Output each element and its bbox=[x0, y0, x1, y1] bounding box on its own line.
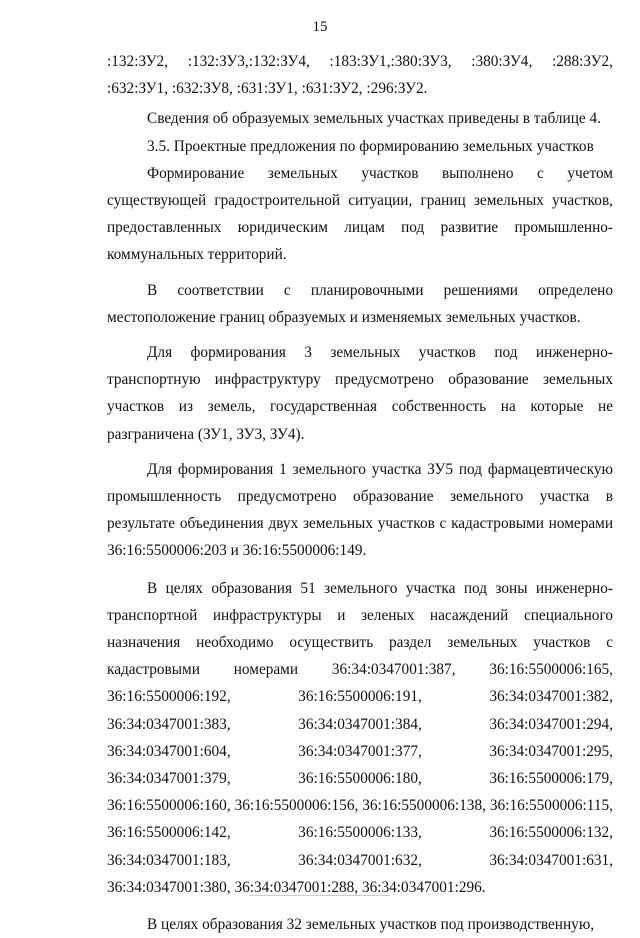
paragraph-plot-division: В целях образования 51 земельного участка под зоны инженерно-транспортной инфраструктуры и зеленых насаждений специального назначения необходимо осуществить раздел земельных участков с кадастровыми номерами 36:34:0347001:387, 36:16:5500006:165, 36:16:5500006:192, 36:16:5500006:191, 36:34:0347001:382, 36:34:0347001:383, 36:34:0347001:384, 36:34:0347001:294, 36:34:0347001:604, 36:34:0347001:377, 36:34:0347001:295, 36:34:0347001:379, 36:16:5500006:180, 36:16:5500006:179, 36:16:5500006:160, 36:16:5500006:156, 36:16:5500006:138, 36:16:5500006:115, 36:16:5500006:142, 36:16:5500006:133, 36:16:5500006:132, 36:34:0347001:183, 36:34:0347001:632, 36:34:0347001:631, 36:34:0347001:380, 36:34:0347001:288, 36:34:0347001:296. bbox=[107, 579, 613, 896]
paragraph-table-reference: Сведения об образуемых земельных участках приведены в таблице 4. bbox=[147, 110, 601, 128]
paragraph-cadastral-suffixes: :132:ЗУ2, :132:ЗУ3,:132:ЗУ4, :183:ЗУ1,:380:ЗУ3, :380:ЗУ4, :288:ЗУ2, :632:ЗУ1, :632:ЗУ8, :631:ЗУ1, :631:ЗУ2, :296:ЗУ2. bbox=[107, 53, 613, 98]
paragraph-production-plots: В целях образования 32 земельных участков под производственную, bbox=[147, 916, 595, 934]
paragraph-planning-decisions: В соответствии с планировочными решениями определено местоположение границ образуемых и изменяемых земельных участков. bbox=[107, 281, 613, 326]
page-number: 15 bbox=[312, 19, 328, 35]
paragraph-formation: Формирование земельных участков выполнено с учетом существующей градостроительной ситуации, границ земельных участков, предоставленных юридическим лицам под развитие промышленно-коммунальных территорий. bbox=[107, 164, 613, 264]
paragraph-infrastructure-plots: Для формирования 3 земельных участков под инженерно-транспортную инфраструктуру предусмотрено образование земельных участков из земель, государственная собственность на которые не разграничена (ЗУ1, ЗУ3, ЗУ4). bbox=[107, 344, 613, 443]
section-heading: 3.5. Проектные предложения по формированию земельных участков bbox=[147, 137, 594, 155]
body-text bbox=[107, 48, 613, 938]
bottom-divider bbox=[250, 895, 390, 896]
paragraph-pharmaceutical-plot: Для формирования 1 земельного участка ЗУ5 под фармацевтическую промышленность предусмотрено образование земельного участка в результате объединения двух земельных участков с кадастровыми номерами 36:16:5500006:203 и 36:16:5500006:149. bbox=[107, 460, 613, 560]
